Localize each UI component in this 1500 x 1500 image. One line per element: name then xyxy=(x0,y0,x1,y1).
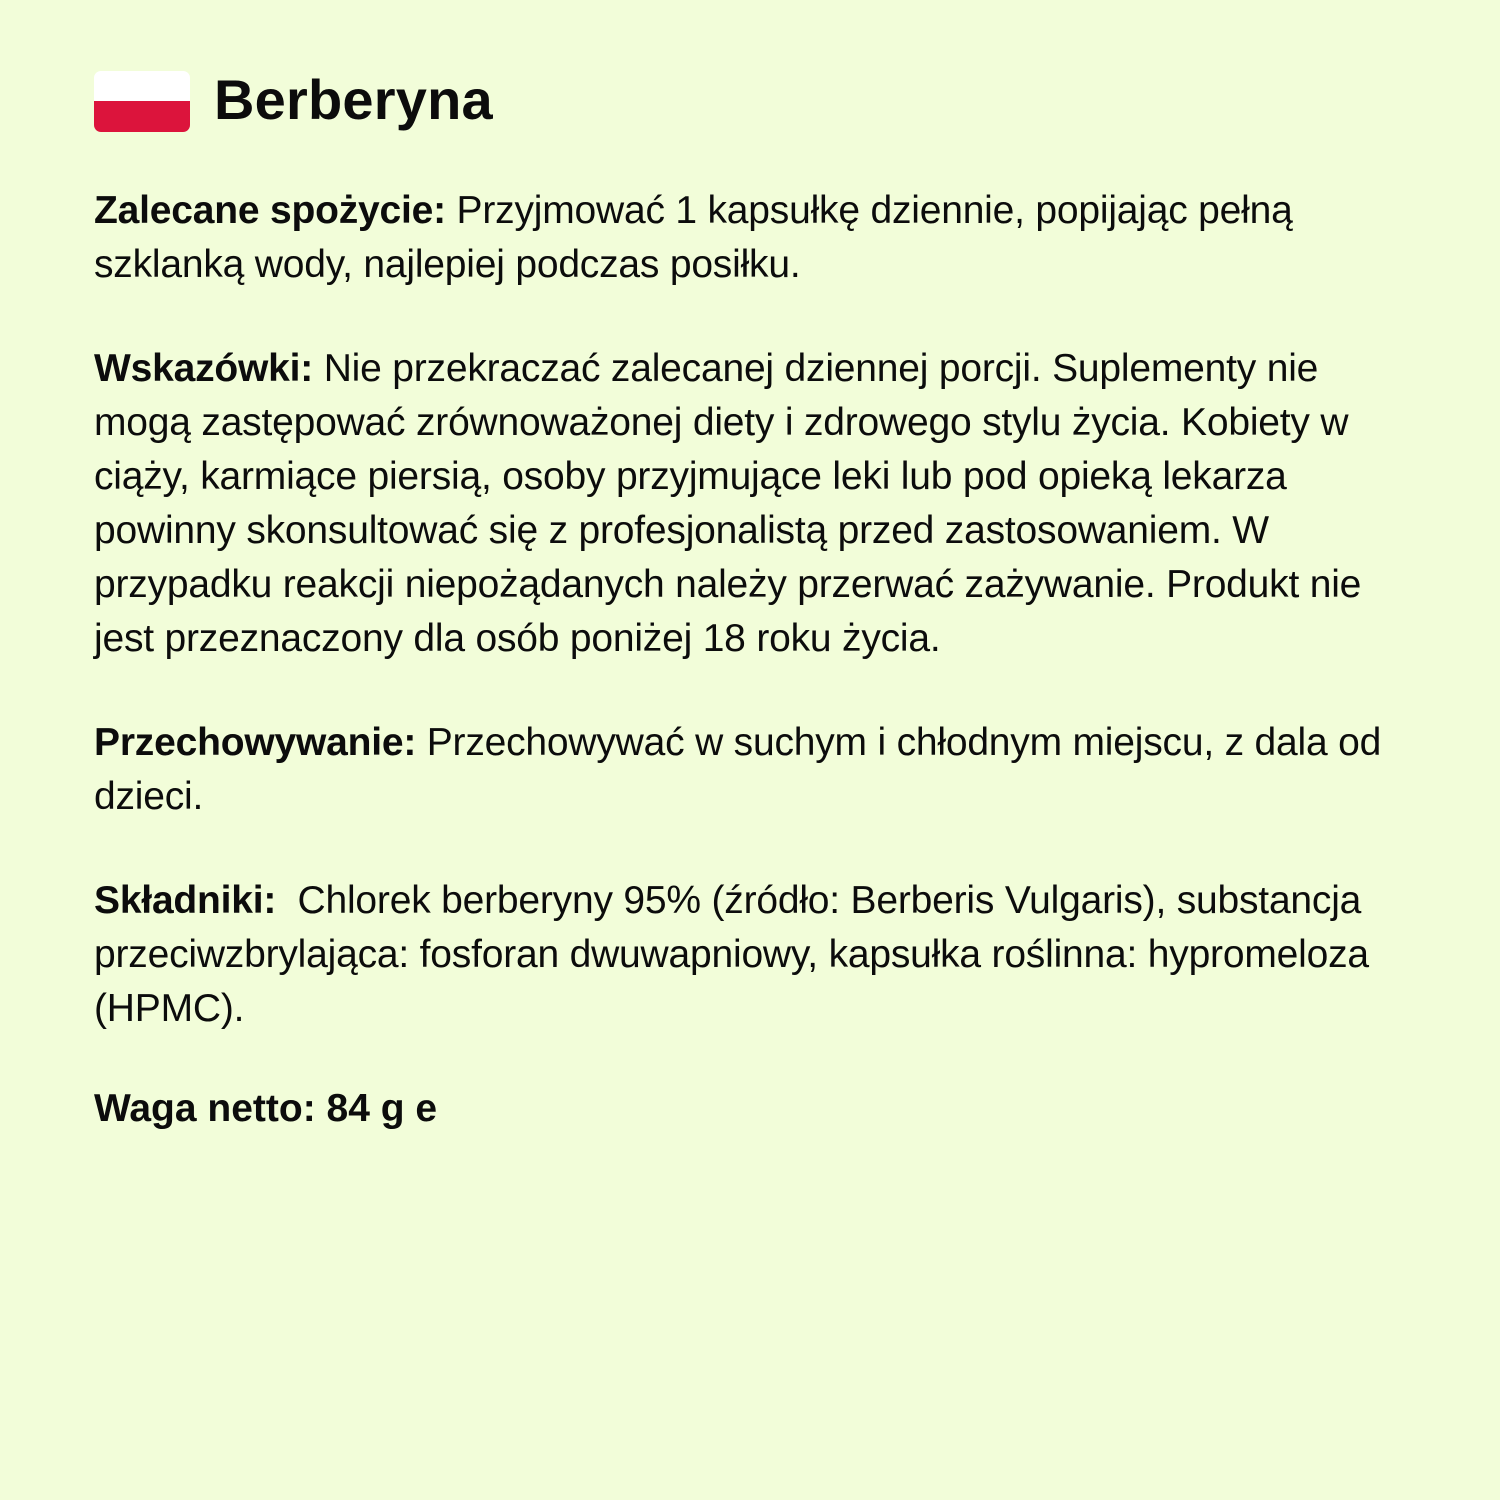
section-label: Przechowywanie: xyxy=(94,721,417,764)
section-recommended-intake xyxy=(94,184,1414,292)
section-label: Składniki: xyxy=(94,879,277,922)
section-label: Wskazówki: xyxy=(94,347,314,390)
flag-white-stripe xyxy=(94,71,190,102)
section-text: Chlorek berberyny 95% (źródło: Berberis Vulgaris), substancja przeciwzbrylająca: fosforan dwuwapniowy, kapsułka roślinna: hypromeloza (HPMC). xyxy=(94,879,1380,1030)
header xyxy=(94,70,1414,132)
flag-red-stripe xyxy=(94,101,190,132)
section-text: Przyjmować 1 kapsułkę dziennie, popijając pełną szklanką wody, najlepiej podczas posiłku. xyxy=(94,189,1293,286)
label-page xyxy=(94,70,1414,1136)
section-directions xyxy=(94,342,1414,666)
section-ingredients xyxy=(94,874,1414,1036)
section-text: Przechowywać w suchym i chłodnym miejscu, z dala od dzieci. xyxy=(94,721,1382,818)
net-weight: Waga netto: 84 g e xyxy=(94,1087,438,1130)
section-storage xyxy=(94,716,1414,824)
section-text: Nie przekraczać zalecanej dziennej porcji. Suplementy nie mogą zastępować zrównoważonej diety i zdrowego stylu życia. Kobiety w ciąży, karmiące piersią, osoby przyjmujące leki lub pod opieką lekarza powinny skonsultować się z profesjonalistą przed zastosowaniem. W przypadku reakcji niepożądanych należy przerwać zażywanie. Produkt nie jest przeznaczony dla osób poniżej 18 roku życia. xyxy=(94,347,1362,660)
poland-flag-icon xyxy=(94,71,190,132)
page-title: Berberyna xyxy=(214,68,493,131)
section-label: Zalecane spożycie: xyxy=(94,189,446,232)
